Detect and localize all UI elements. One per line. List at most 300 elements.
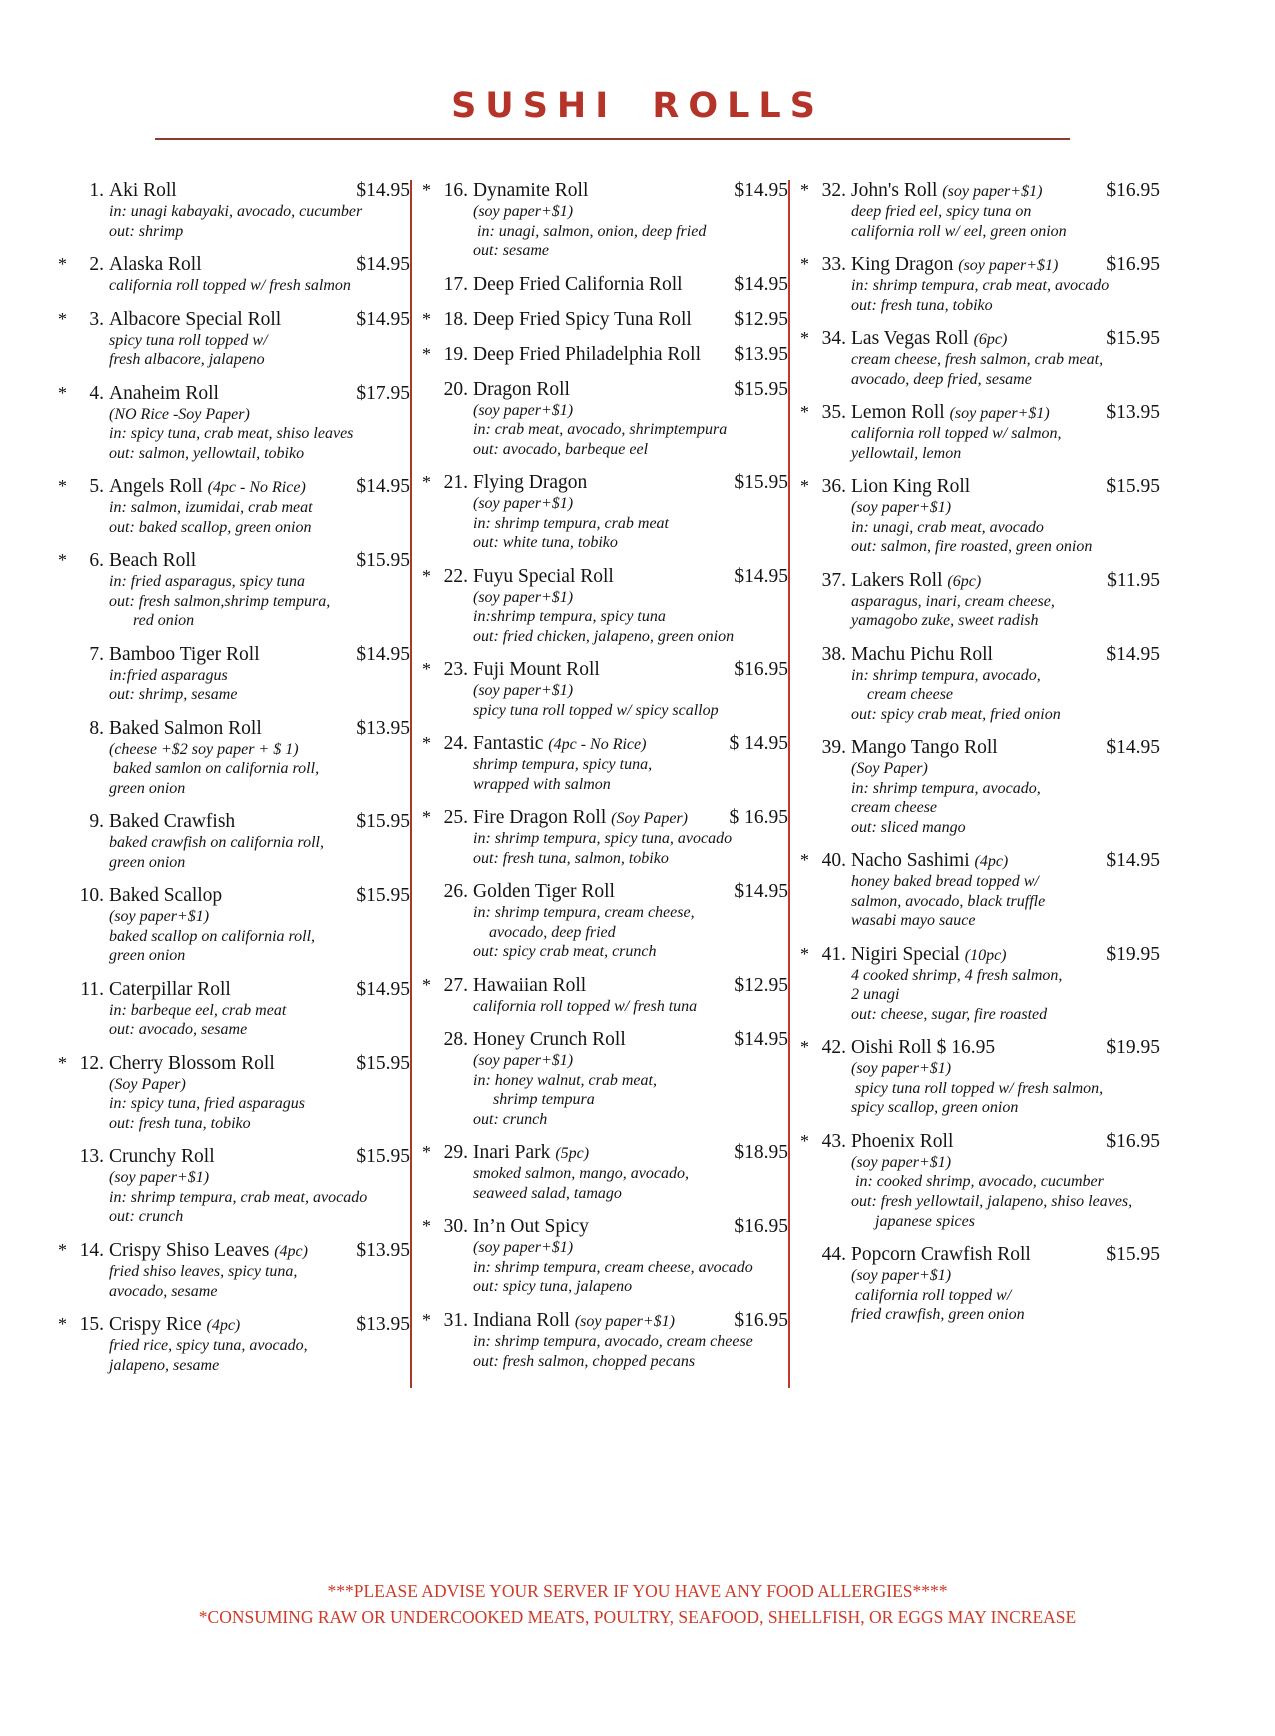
- menu-item: [58, 180, 410, 241]
- item-price: $13.95: [1106, 402, 1160, 424]
- item-price: $14.95: [356, 254, 410, 276]
- menu-item-header: [800, 328, 1160, 350]
- item-description-line: shrimp tempura, spicy tuna,: [473, 756, 653, 774]
- item-number: 44.: [821, 1244, 846, 1266]
- star-marker: *: [422, 1142, 431, 1163]
- item-description: [109, 202, 410, 241]
- star-marker: *: [800, 254, 809, 275]
- item-description-line: fried crawfish, green onion: [851, 1306, 1025, 1324]
- item-price: $15.95: [356, 1052, 410, 1074]
- item-note: (4pc): [206, 1317, 241, 1335]
- item-number: 28.: [443, 1029, 468, 1051]
- menu-item: [58, 309, 410, 370]
- menu-item-header: [58, 1053, 410, 1075]
- menu-item: [800, 1244, 1160, 1325]
- menu-item: [58, 979, 410, 1040]
- menu-item: [422, 1029, 788, 1129]
- item-description: [473, 997, 788, 1017]
- item-description-line: jalapeno, sesame: [109, 1356, 220, 1374]
- item-description-line: in: shrimp tempura, crab meat, avocado: [851, 277, 1110, 295]
- item-price: $15.95: [356, 1146, 410, 1168]
- item-description-line: in: shrimp tempura, crab meat: [473, 514, 669, 532]
- item-name: Fuyu Special Roll: [473, 565, 614, 587]
- item-description: [109, 833, 410, 872]
- item-description-line: yellowtail, lemon: [851, 444, 962, 462]
- item-number: 14.: [79, 1239, 104, 1261]
- item-price: $13.95: [734, 343, 788, 365]
- star-marker: *: [58, 1314, 67, 1335]
- star-marker: *: [58, 308, 67, 329]
- item-price: $14.95: [356, 978, 410, 1000]
- item-description-line: california roll w/ eel, green onion: [851, 222, 1067, 240]
- menu-item-header: [58, 476, 410, 498]
- item-description-line: (soy paper+$1): [473, 1239, 574, 1257]
- menu-item-header: [58, 180, 410, 202]
- star-marker: *: [800, 180, 809, 200]
- star-marker: *: [58, 254, 67, 275]
- item-description-line: in: barbeque eel, crab meat: [109, 1001, 287, 1019]
- item-name: Fire Dragon Roll (Soy Paper): [473, 807, 688, 829]
- item-number: 10.: [79, 885, 104, 907]
- item-number: 30.: [443, 1216, 468, 1238]
- item-price: $17.95: [356, 382, 410, 404]
- menu-item: [800, 1037, 1160, 1118]
- item-note: (4pc - No Rice): [548, 736, 647, 754]
- menu-item-header: [422, 274, 788, 296]
- menu-item-header: [422, 1142, 788, 1164]
- item-description: [851, 424, 1160, 463]
- menu-item-header: [58, 1146, 410, 1168]
- item-description-line: out: baked scallop, green onion: [109, 518, 312, 536]
- item-description: [473, 829, 788, 868]
- item-description-line: baked crawfish on california roll,: [109, 834, 324, 852]
- item-description: [109, 1336, 410, 1375]
- menu-item-header: [422, 472, 788, 494]
- item-description: [109, 1168, 410, 1227]
- item-name: Deep Fried Spicy Tuna Roll: [473, 308, 692, 330]
- item-name: Crispy Rice (4pc): [109, 1314, 241, 1336]
- item-number: 36.: [821, 476, 846, 498]
- item-name: Baked Scallop: [109, 885, 223, 907]
- menu-item: [422, 472, 788, 553]
- page-title: SUSHI ROLLS: [451, 86, 824, 126]
- menu-item: [800, 737, 1160, 837]
- item-description-line: in: shrimp tempura, crab meat, avocado: [109, 1188, 368, 1206]
- menu-item: [58, 476, 410, 537]
- item-description: [473, 681, 788, 720]
- item-name: John's Roll (soy paper+$1): [851, 180, 1043, 201]
- item-description: [109, 740, 410, 799]
- item-name: Flying Dragon: [473, 472, 588, 494]
- menu-item: [422, 1310, 788, 1371]
- item-description-line: cream cheese: [851, 799, 938, 817]
- item-description-line: out: avocado, barbeque eel: [473, 440, 649, 458]
- item-description-line: out: fresh tuna, tobiko: [851, 296, 993, 314]
- star-marker: *: [800, 1130, 809, 1151]
- item-description-line: in: shrimp tempura, avocado,: [851, 666, 1041, 684]
- item-price: $15.95: [1106, 1244, 1160, 1266]
- menu-item-header: [800, 402, 1160, 424]
- item-name: Nacho Sashimi (4pc): [851, 850, 1009, 872]
- menu-item-header: [800, 476, 1160, 498]
- item-description: [851, 202, 1160, 241]
- menu-item-header: [422, 1310, 788, 1332]
- item-description-line: out: crunch: [473, 1110, 548, 1128]
- item-name: Crunchy Roll: [109, 1146, 215, 1168]
- menu-item: [422, 379, 788, 460]
- item-name: Inari Park (5pc): [473, 1142, 590, 1164]
- item-description-line: wrapped with salmon: [473, 775, 611, 793]
- menu-item-header: [422, 807, 788, 829]
- item-description-line: in: honey walnut, crab meat,: [473, 1071, 657, 1089]
- item-description: [851, 759, 1160, 837]
- item-description: [851, 498, 1160, 557]
- menu-item: [422, 807, 788, 868]
- item-price: $15.95: [356, 550, 410, 572]
- menu-item: [58, 1240, 410, 1301]
- item-price: $18.95: [734, 1142, 788, 1164]
- item-number: 11.: [80, 978, 104, 1000]
- item-price: $14.95: [1106, 850, 1160, 872]
- item-description: [109, 572, 410, 631]
- item-name: Popcorn Crawfish Roll: [851, 1244, 1031, 1266]
- item-description-line: (soy paper+$1): [473, 203, 574, 220]
- item-name: Angels Roll (4pc - No Rice): [109, 476, 306, 498]
- item-description-line: spicy tuna roll topped w/ spicy scallop: [473, 701, 719, 719]
- star-marker: *: [422, 343, 431, 364]
- item-price: $14.95: [734, 881, 788, 903]
- item-description-line: out: fresh salmon,shrimp tempura,: [109, 592, 331, 610]
- item-number: 29.: [443, 1142, 468, 1164]
- item-description-line: in: fried asparagus, spicy tuna: [109, 573, 305, 591]
- menu-item: [800, 402, 1160, 463]
- item-number: 31.: [443, 1309, 468, 1331]
- star-marker: *: [800, 1037, 809, 1058]
- item-price: $14.95: [1106, 643, 1160, 665]
- item-description-line: (cheese +$2 soy paper + $ 1): [109, 740, 299, 758]
- item-number: 20.: [443, 378, 468, 400]
- item-description: [473, 1332, 788, 1371]
- item-number: 2.: [89, 254, 104, 276]
- menu-item-header: [58, 550, 410, 572]
- item-description-line: in: shrimp tempura, avocado, cream cheese: [473, 1332, 753, 1350]
- item-name: Lion King Roll: [851, 476, 971, 498]
- item-description-line: green onion: [109, 853, 186, 871]
- item-number: 6.: [89, 550, 104, 572]
- item-description: [851, 592, 1160, 631]
- item-description-line: japanese spices: [851, 1212, 975, 1230]
- raw-food-warning: *CONSUMING RAW OR UNDERCOOKED MEATS, POULTRY, SEAFOOD, SHELLFISH, OR EGGS MAY INCREASE: [198, 1607, 1077, 1628]
- star-marker: *: [58, 382, 67, 403]
- menu-item: [800, 570, 1160, 631]
- item-price: $14.95: [1106, 737, 1160, 759]
- item-price: $15.95: [1106, 328, 1160, 350]
- item-name: Bamboo Tiger Roll: [109, 643, 260, 665]
- item-name: Golden Tiger Roll: [473, 881, 615, 903]
- item-price: $16.95: [1106, 1130, 1160, 1152]
- item-note: (Soy Paper): [611, 810, 688, 828]
- item-price: $15.95: [1106, 476, 1160, 498]
- item-name: Deep Fried Philadelphia Roll: [473, 343, 702, 365]
- item-description: [851, 872, 1160, 931]
- item-description: [851, 276, 1160, 315]
- item-description: [473, 202, 788, 261]
- item-price: $13.95: [356, 717, 410, 739]
- item-description-line: in: cooked shrimp, avocado, cucumber: [851, 1173, 1104, 1191]
- item-name: Caterpillar Roll: [109, 978, 231, 1000]
- item-number: 25.: [443, 807, 468, 829]
- item-name: Indiana Roll (soy paper+$1): [473, 1309, 675, 1331]
- item-description-line: salmon, avocado, black truffle: [851, 892, 1046, 910]
- item-note: (4pc): [974, 853, 1009, 871]
- item-description-line: out: fresh salmon, chopped pecans: [473, 1352, 696, 1370]
- item-description-line: seaweed salad, tamago: [473, 1184, 622, 1202]
- menu-item-header: [422, 881, 788, 903]
- item-description: [109, 1075, 410, 1134]
- item-description-line: fried shiso leaves, spicy tuna,: [109, 1262, 298, 1280]
- allergy-notice: ***PLEASE ADVISE YOUR SERVER IF YOU HAVE ANY FOOD ALLERGIES****: [327, 1581, 948, 1601]
- item-name: Cherry Blossom Roll: [109, 1052, 275, 1074]
- menu-item: [422, 1142, 788, 1203]
- item-description-line: (NO Rice -Soy Paper): [109, 405, 250, 423]
- item-name: Hawaiian Roll: [473, 974, 587, 996]
- item-description-line: in: salmon, izumidai, crab meat: [109, 499, 313, 517]
- item-number: 24.: [443, 733, 468, 755]
- item-name: Anaheim Roll: [109, 382, 219, 404]
- item-description-line: asparagus, inari, cream cheese,: [851, 592, 1055, 610]
- item-description-line: out: cheese, sugar, fire roasted: [851, 1005, 1048, 1023]
- item-description-line: (soy paper+$1): [851, 1153, 952, 1171]
- item-description-line: out: shrimp, sesame: [109, 686, 238, 704]
- menu-item: [422, 566, 788, 647]
- item-description: [851, 1153, 1160, 1231]
- item-description-line: in: crab meat, avocado, shrimptempura: [473, 421, 728, 439]
- menu-item-header: [58, 979, 410, 1001]
- item-price: $11.95: [1107, 569, 1160, 591]
- item-price: $16.95: [734, 659, 788, 681]
- item-note: (10pc): [964, 946, 1007, 964]
- item-description-line: out: white tuna, tobiko: [473, 534, 618, 552]
- item-name: Baked Salmon Roll: [109, 717, 262, 739]
- item-price: $12.95: [734, 974, 788, 996]
- item-price: $14.95: [356, 476, 410, 498]
- star-marker: *: [800, 402, 809, 423]
- item-number: 12.: [79, 1052, 104, 1074]
- item-description: [109, 1262, 410, 1301]
- menu-column-3: [788, 180, 1160, 1388]
- menu-item-header: [58, 718, 410, 740]
- item-description-line: avocado, sesame: [109, 1282, 218, 1300]
- title-divider: [155, 138, 1070, 140]
- item-name: Albacore Special Roll: [109, 308, 282, 330]
- item-description-line: in: unagi, crab meat, avocado: [851, 518, 1044, 536]
- item-number: 21.: [443, 472, 468, 494]
- item-price: $15.95: [356, 811, 410, 833]
- menu-column-2: [410, 180, 788, 1388]
- item-description-line: out: avocado, sesame: [109, 1021, 248, 1039]
- item-number: 5.: [89, 476, 104, 498]
- item-name: Phoenix Roll: [851, 1130, 954, 1152]
- menu-item-header: [58, 644, 410, 666]
- item-description-line: spicy scallop, green onion: [851, 1099, 1019, 1117]
- item-description-line: in: shrimp tempura, cream cheese, avocado: [473, 1258, 753, 1276]
- item-name: Dragon Roll: [473, 378, 570, 400]
- item-description-line: (soy paper+$1): [109, 908, 210, 926]
- item-description-line: spicy tuna roll topped w/: [109, 331, 268, 349]
- item-price: $ 16.95: [729, 807, 788, 829]
- star-marker: *: [422, 974, 431, 995]
- item-price: $15.95: [734, 378, 788, 400]
- item-number: 41.: [821, 943, 846, 965]
- menu-columns: [58, 180, 1163, 1388]
- menu-item-header: [422, 1029, 788, 1051]
- item-number: 17.: [443, 273, 468, 295]
- menu-item-header: [422, 566, 788, 588]
- item-price: $14.95: [356, 180, 410, 201]
- item-description: [109, 276, 410, 296]
- item-name: Crispy Shiso Leaves (4pc): [109, 1239, 308, 1261]
- item-description-line: in: shrimp tempura, cream cheese,: [473, 904, 695, 922]
- item-name: Oishi Roll $ 16.95: [851, 1037, 996, 1059]
- item-number: 37.: [821, 569, 846, 591]
- item-name: Honey Crunch Roll: [473, 1029, 626, 1051]
- item-name: Dynamite Roll: [473, 180, 589, 201]
- item-description: [109, 666, 410, 705]
- menu-item: [58, 383, 410, 464]
- item-description-line: (soy paper+$1): [473, 588, 574, 606]
- item-name: King Dragon (soy paper+$1): [851, 254, 1059, 276]
- menu-item-header: [422, 1216, 788, 1238]
- item-description-line: avocado, deep fried, sesame: [851, 370, 1032, 388]
- menu-item-header: [58, 383, 410, 405]
- item-price: $14.95: [356, 643, 410, 665]
- menu-item-header: [800, 850, 1160, 872]
- item-description-line: cream cheese, fresh salmon, crab meat,: [851, 351, 1104, 369]
- item-description-line: (soy paper+$1): [473, 401, 574, 419]
- item-name: Beach Roll: [109, 550, 197, 572]
- item-description-line: red onion: [109, 612, 195, 630]
- item-description-line: out: fresh yellowtail, jalapeno, shiso leaves,: [851, 1192, 1133, 1210]
- star-marker: *: [422, 308, 431, 329]
- item-description-line: 4 cooked shrimp, 4 fresh salmon,: [851, 966, 1063, 984]
- item-note: (soy paper+$1): [574, 1312, 675, 1330]
- item-description: [473, 903, 788, 962]
- item-description-line: out: fresh tuna, tobiko: [109, 1114, 251, 1132]
- menu-item: [800, 328, 1160, 389]
- item-price: $16.95: [734, 1216, 788, 1238]
- item-number: 34.: [821, 328, 846, 350]
- item-name: Lemon Roll (soy paper+$1): [851, 402, 1050, 424]
- item-name: Nigiri Special (10pc): [851, 943, 1007, 965]
- item-price: $12.95: [734, 308, 788, 330]
- item-description-line: in: shrimp tempura, spicy tuna, avocado: [473, 830, 733, 848]
- item-price: $16.95: [1106, 254, 1160, 276]
- item-description: [851, 1266, 1160, 1325]
- menu-item-header: [422, 344, 788, 366]
- item-note: (6pc): [973, 331, 1008, 349]
- menu-item-header: [800, 180, 1160, 202]
- item-price: $14.95: [734, 273, 788, 295]
- item-number: 19.: [443, 343, 468, 365]
- item-number: 1.: [89, 180, 104, 201]
- item-description-line: out: fried chicken, jalapeno, green onion: [473, 627, 735, 645]
- item-name: Mango Tango Roll: [851, 737, 998, 759]
- menu-item-header: [800, 254, 1160, 276]
- item-description: [473, 1164, 788, 1203]
- item-note: (4pc - No Rice): [207, 479, 306, 497]
- menu-item: [800, 644, 1160, 725]
- star-marker: *: [422, 807, 431, 828]
- item-number: 15.: [79, 1314, 104, 1336]
- star-marker: *: [422, 733, 431, 754]
- menu-item-header: [58, 309, 410, 331]
- item-description-line: out: sesame: [473, 242, 549, 260]
- menu-item-header: [58, 885, 410, 907]
- item-description-line: 2 unagi: [851, 986, 900, 1004]
- menu-item-header: [422, 733, 788, 755]
- item-description-line: baked samlon on california roll,: [109, 760, 320, 778]
- item-description-line: green onion: [109, 779, 186, 797]
- item-note: (6pc): [947, 572, 982, 590]
- item-description: [473, 1238, 788, 1297]
- item-description: [851, 966, 1160, 1025]
- item-number: 40.: [821, 850, 846, 872]
- item-number: 4.: [89, 382, 104, 404]
- item-price: $14.95: [734, 180, 788, 201]
- menu-item-header: [422, 309, 788, 331]
- menu-item-header: [58, 1240, 410, 1262]
- item-description: [109, 498, 410, 537]
- item-description: [851, 1059, 1160, 1118]
- star-marker: *: [422, 180, 431, 200]
- item-note: (soy paper+$1): [958, 257, 1059, 275]
- menu-item-header: [800, 644, 1160, 666]
- item-description: [473, 401, 788, 460]
- menu-item-header: [58, 811, 410, 833]
- item-price: $16.95: [1106, 180, 1160, 201]
- menu-item: [422, 274, 788, 296]
- item-note: (soy paper+$1): [949, 405, 1050, 423]
- item-description-line: out: spicy crab meat, crunch: [473, 943, 657, 961]
- item-price: $16.95: [734, 1309, 788, 1331]
- item-description-line: smoked salmon, mango, avocado,: [473, 1165, 689, 1183]
- menu-item: [58, 885, 410, 966]
- item-description-line: in: spicy tuna, fried asparagus: [109, 1095, 305, 1113]
- item-description-line: (soy paper+$1): [851, 1060, 952, 1078]
- item-description-line: yamagobo zuke, sweet radish: [851, 612, 1039, 630]
- item-price: $ 14.95: [729, 733, 788, 755]
- menu-item: [58, 1053, 410, 1134]
- menu-item: [58, 1146, 410, 1227]
- item-description-line: out: salmon, fire roasted, green onion: [851, 538, 1093, 556]
- item-number: 3.: [89, 308, 104, 330]
- menu-item: [422, 309, 788, 331]
- item-number: 38.: [821, 643, 846, 665]
- star-marker: *: [422, 472, 431, 493]
- item-description: [109, 907, 410, 966]
- item-description-line: california roll topped w/: [851, 1286, 1012, 1304]
- menu-item: [800, 180, 1160, 241]
- item-description-line: (soy paper+$1): [473, 682, 574, 700]
- item-number: 18.: [443, 308, 468, 330]
- item-description-line: baked scallop on california roll,: [109, 927, 316, 945]
- item-number: 32.: [821, 180, 846, 201]
- item-description-line: california roll topped w/ fresh salmon: [109, 277, 351, 295]
- item-note: (5pc): [555, 1145, 590, 1163]
- star-marker: *: [800, 943, 809, 964]
- item-description-line: spicy tuna roll topped w/ fresh salmon,: [851, 1079, 1104, 1097]
- item-name: Aki Roll: [109, 180, 177, 201]
